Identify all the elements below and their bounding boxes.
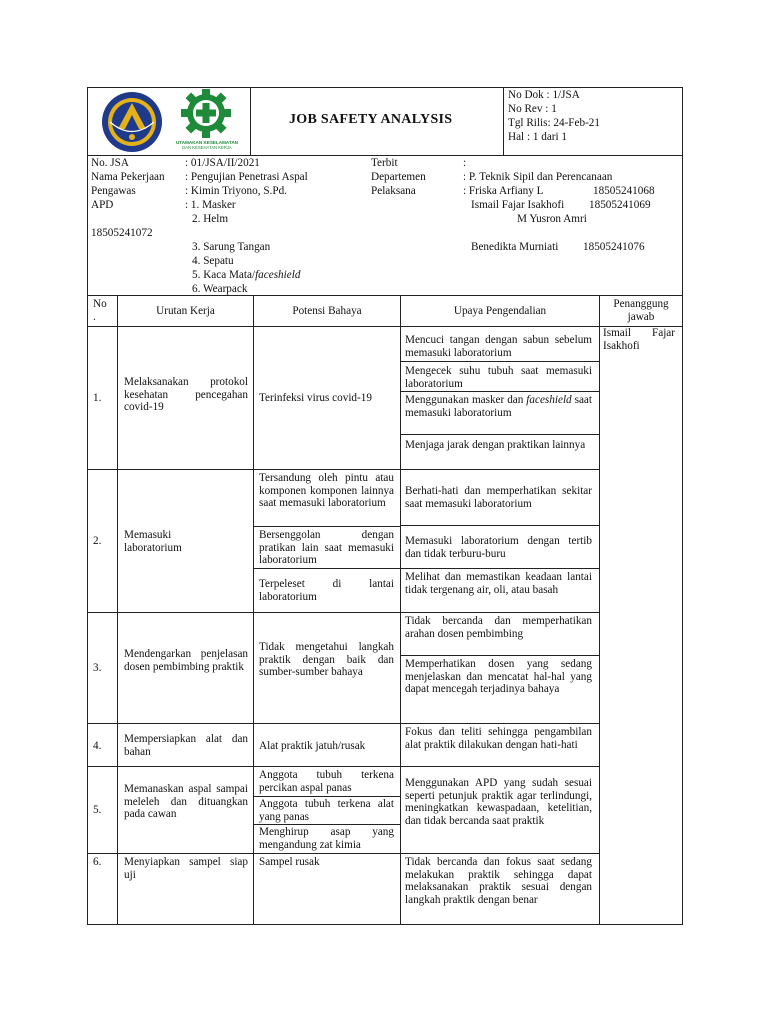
- col-header-urutan: Urutan Kerja: [156, 305, 215, 317]
- row4-bottom-line: [87, 766, 599, 767]
- col-header-pj-1: Penanggung: [613, 298, 669, 310]
- k3-logo-text-1: UTAMAKAN KESELAMATAN: [175, 140, 238, 145]
- apd-item-3: 3. Sarung Tangan: [192, 241, 271, 253]
- k3-logo-text-2: DAN KESEHATAN KERJA: [182, 145, 232, 150]
- stray-nim: 18505241072: [91, 227, 153, 239]
- row1-no: 1.: [93, 392, 102, 404]
- row6-potensi-1: Sampel rusak: [259, 856, 320, 868]
- row1-upaya-4: Menjaga jarak dengan praktikan lainnya: [405, 439, 586, 451]
- apd-item-6: 6. Wearpack: [192, 283, 248, 295]
- penanggung-jawab: Ismail Fajar Isakhofi: [603, 327, 675, 352]
- col-header-no: No: [93, 298, 107, 310]
- pelaksana-1-nim: 18505241068: [593, 185, 655, 197]
- doc-no-rev: No Rev : 1: [508, 103, 557, 115]
- upaya-1a-line: [400, 361, 599, 362]
- uny-logo-graphic: [94, 91, 172, 153]
- pelaksana-1-name: : Friska Arfiany L: [463, 185, 544, 197]
- pelaksana-4-name: Benedikta Murniati: [471, 241, 559, 253]
- page-title: JOB SAFETY ANALYSIS: [289, 112, 453, 127]
- potensi-2b-line: [253, 568, 400, 569]
- row2-potensi-3: Terpeleset di lantai laboratorium: [259, 578, 394, 603]
- row4-upaya-1: Fokus dan teliti sehingga pengambilan alat praktik dilakukan dengan hati-hati: [405, 726, 592, 751]
- row5-bottom-line: [87, 853, 599, 854]
- col-urutan-divider: [253, 295, 254, 925]
- row1-upaya-3-italic: faceshield: [526, 394, 572, 406]
- potensi-5a-line: [253, 796, 400, 797]
- row1-urutan: Melaksanakan protokol kesehatan pencegahan covid-19: [124, 376, 248, 413]
- row1-upaya-3: [405, 394, 592, 419]
- row2-upaya-1: Berhati-hati dan memperhatikan sekitar saat memasuki laboratorium: [405, 485, 592, 510]
- row1-potensi-1: Terinfeksi virus covid-19: [259, 392, 372, 404]
- apd-item-5-italic: faceshield: [255, 269, 301, 281]
- departemen-value: : P. Teknik Sipil dan Perencanaan: [463, 171, 613, 183]
- no-jsa-value: : 01/JSA/II/2021: [185, 157, 260, 169]
- col-header-no-dot: .: [93, 311, 96, 323]
- row4-potensi-1: Alat praktik jatuh/rusak: [259, 740, 366, 752]
- pelaksana-3-name: M Yusron Amri: [517, 213, 587, 225]
- col-header-potensi: Potensi Bahaya: [292, 305, 362, 317]
- row5-no: 5.: [93, 804, 102, 816]
- apd-item-5: [192, 269, 300, 281]
- frame-left: [87, 87, 88, 925]
- nama-pekerjaan-value: : Pengujian Penetrasi Aspal: [185, 171, 308, 183]
- pelaksana-2-name: Ismail Fajar Isakhofi: [471, 199, 565, 211]
- row3-upaya-2: Memperhatikan dosen yang sedang menjelaskan dan mencatat hal-hal yang dapat mencegah terjadinya bahaya: [405, 658, 592, 695]
- info-bottom-line: [87, 295, 683, 296]
- upaya-2a-line: [400, 525, 599, 526]
- row3-potensi-1: Tidak mengetahui langkah praktik dengan baik dan sumber-sumber bahaya: [259, 641, 394, 678]
- potensi-2a-line: [253, 526, 400, 527]
- row2-urutan: Memasuki laboratorium: [124, 529, 182, 554]
- upaya-1b-line: [400, 391, 599, 392]
- departemen-label: Departemen: [371, 171, 426, 183]
- row5-urutan: Memanaskan aspal sampai meleleh dan dituangkan pada cawan: [124, 783, 248, 820]
- frame-bottom: [87, 924, 683, 925]
- k3-logo: [172, 89, 242, 153]
- col-header-pj-2: jawab: [627, 311, 655, 323]
- row3-no: 3.: [93, 662, 102, 674]
- row5-potensi-1: Anggota tubuh terkena percikan aspal panas: [259, 769, 394, 794]
- row3-bottom-line: [87, 723, 599, 724]
- apd-item-5-text: 5. Kaca Mata/: [192, 269, 256, 281]
- k3-gear-cross-graphic: [172, 89, 242, 141]
- upaya-1c-line: [400, 434, 599, 435]
- pelaksana-2-nim: 18505241069: [589, 199, 651, 211]
- frame-right: [682, 87, 683, 925]
- row2-potensi-2: Bersenggolan dengan pratikan lain saat memasuki laboratorium: [259, 529, 394, 566]
- col-upaya-divider: [599, 295, 600, 925]
- apd-label: APD: [91, 199, 114, 211]
- doc-no-dok: No Dok : 1/JSA: [508, 89, 580, 101]
- row2-upaya-3: Melihat dan memastikan keadaan lantai tidak tergenang air, oli, atau basah: [405, 571, 592, 596]
- potensi-5b-line: [253, 824, 400, 825]
- row2-potensi-1: Tersandung oleh pintu atau komponen komponen lainnya saat memasuki laboratorium: [259, 472, 394, 509]
- row6-no: 6.: [93, 856, 102, 868]
- nama-pekerjaan-label: Nama Pekerjaan: [91, 171, 165, 183]
- row1-upaya-2: Mengecek suhu tubuh saat memasuki laboratorium: [405, 365, 592, 390]
- pengawas-label: Pengawas: [91, 185, 136, 197]
- doc-tgl-rilis: Tgl Rilis: 24-Feb-21: [508, 117, 600, 129]
- frame-top: [87, 87, 683, 88]
- apd-item-2: 2. Helm: [192, 213, 229, 225]
- apd-item-1: : 1. Masker: [185, 199, 236, 211]
- upaya-3a-line: [400, 655, 599, 656]
- col-potensi-divider: [400, 295, 401, 925]
- row2-bottom-line: [87, 612, 599, 613]
- header-logo-divider: [250, 87, 251, 155]
- row5-potensi-3: Menghirup asap yang mengandung zat kimia: [259, 826, 394, 851]
- row5-potensi-2: Anggota tubuh terkena alat yang panas: [259, 798, 394, 823]
- col-header-upaya: Upaya Pengendalian: [453, 305, 547, 317]
- row1-upaya-1: Mencuci tangan dengan sabun sebelum memasuki laboratorium: [405, 334, 592, 359]
- row2-no: 2.: [93, 535, 102, 547]
- row6-urutan: Menyiapkan sampel siap uji: [124, 856, 248, 881]
- terbit-value: :: [463, 157, 467, 169]
- doc-hal: Hal : 1 dari 1: [508, 131, 568, 143]
- row4-no: 4.: [93, 740, 102, 752]
- row5-upaya-1: Menggunakan APD yang sudah sesuai seperti petunjuk praktik agar terlindungi, meningkatkan kewaspadaan, ketelitian, dan tidak bercanda saat praktik: [405, 777, 592, 827]
- row1-upaya-3-text: Menggunakan masker dan faceshield saat memasuki laboratorium: [405, 394, 592, 419]
- pengawas-value: : Kimin Triyono, S.Pd.: [185, 185, 287, 197]
- header-doc-divider: [503, 87, 504, 155]
- table-header-bottom-line: [87, 326, 683, 327]
- row6-upaya-1: Tidak bercanda dan fokus saat sedang melakukan praktik sehingga dapat melaksanakan praktik sesuai dengan langkah praktik dengan benar: [405, 856, 592, 906]
- row3-urutan: Mendengarkan penjelasan dosen pembimbing praktik: [124, 648, 248, 673]
- apd-item-4: 4. Sepatu: [192, 255, 234, 267]
- row2-upaya-2: Memasuki laboratorium dengan tertib dan tidak terburu-buru: [405, 535, 592, 560]
- header-bottom-line: [87, 155, 683, 156]
- pelaksana-4-nim: 18505241076: [583, 241, 645, 253]
- uny-logo: [94, 91, 172, 153]
- col-no-divider: [117, 295, 118, 925]
- no-jsa-label: No. JSA: [91, 157, 129, 169]
- terbit-label: Terbit: [371, 157, 398, 169]
- pelaksana-label: Pelaksana: [371, 185, 416, 197]
- row4-urutan: Mempersiapkan alat dan bahan: [124, 733, 248, 758]
- row3-upaya-1: Tidak bercanda dan memperhatikan arahan dosen pembimbing: [405, 615, 592, 640]
- upaya-2b-line: [400, 568, 599, 569]
- row1-bottom-line: [87, 469, 599, 470]
